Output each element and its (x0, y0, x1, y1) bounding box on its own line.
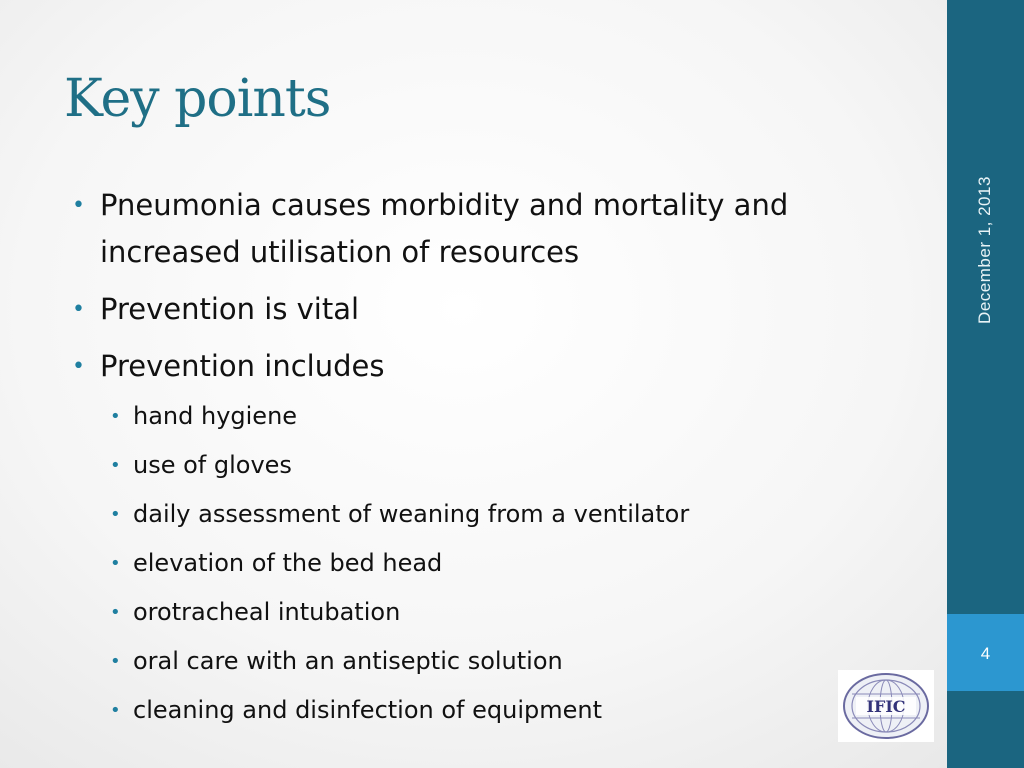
page-number: 4 (980, 644, 991, 663)
slide-date: December 1, 2013 (975, 176, 994, 324)
sub-bullet-item: • cleaning and disinfection of equipment (100, 686, 924, 735)
sub-bullet-item: • oral care with an antiseptic solution (100, 637, 924, 686)
bullet-item (64, 343, 924, 735)
sub-bullet-item: • elevation of the bed head (100, 539, 924, 588)
logo-text: IFIC (866, 697, 906, 716)
bullet-item: • Prevention is vital (64, 286, 924, 333)
slide-title: Key points (64, 69, 331, 129)
bullet-item: • Pneumonia causes morbidity and mortality and increased utilisation of resources (64, 182, 924, 276)
page-number-box (947, 614, 1024, 691)
sub-bullet-item: • hand hygiene (100, 392, 924, 441)
sub-bullet-item: • daily assessment of weaning from a ventilator (100, 490, 924, 539)
sub-bullet-list (100, 392, 924, 735)
sub-bullet-item: • use of gloves (100, 441, 924, 490)
sub-bullet-item: • orotracheal intubation (100, 588, 924, 637)
bullet-list (64, 182, 924, 735)
slide-content (64, 182, 924, 745)
bullet-text: Prevention includes (100, 349, 385, 383)
ific-globe-logo-icon (838, 670, 934, 742)
